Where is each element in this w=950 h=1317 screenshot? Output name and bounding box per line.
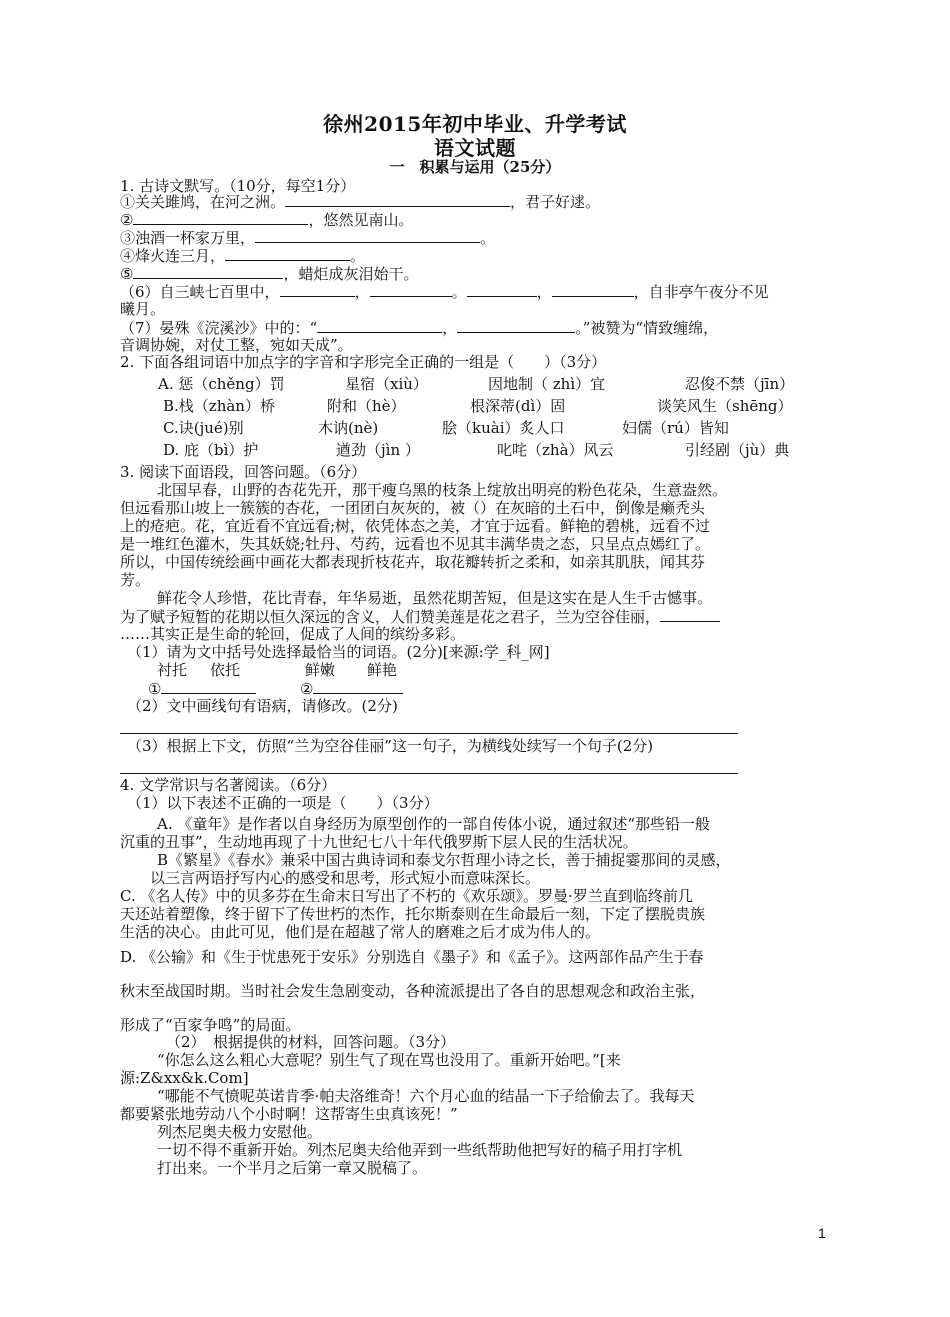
q3-stem: 3. 阅读下面语段，回答问题。（6分） <box>120 463 367 481</box>
q3-word-1: 衬托 <box>157 661 188 679</box>
page-number: 1 <box>818 1225 826 1241</box>
q1-blank-10[interactable] <box>317 318 442 333</box>
q2-option-b-2: 附和（hè） <box>327 397 406 415</box>
q2-option-c-2: 木讷(nè) <box>318 419 379 437</box>
q4-option-a-line2: 沉重的丑事”，生动地再现了十九世纪七八十年代俄罗斯下层人民的生活状况。 <box>120 833 638 851</box>
exam-subtitle: 语文试题 <box>434 136 516 160</box>
q1-line7-end: 。”被赞为“情致缠绵， <box>575 319 719 337</box>
q2-option-a-4: 忍俊不禁（jīn） <box>685 375 795 393</box>
q4-option-d-line2: 秋末至战国时期。当时社会发生急剧变动，各种流派提出了各自的思想观念和政治主张， <box>120 982 706 1000</box>
q3-subq3-answer-line[interactable] <box>120 773 738 774</box>
q1-line7-text: （7）晏殊《浣溪沙》中的：“ <box>120 319 318 337</box>
q4-material-line3: “哪能不气愤呢英诺肯季·帕夫洛维奇！六个月心血的结晶一下子给偷去了。我每天 <box>157 1087 695 1105</box>
q1-blank-11[interactable] <box>457 318 575 333</box>
q3-word-4: 鲜艳 <box>367 661 398 679</box>
q1-line2-end: ，悠然见南山。 <box>308 211 414 229</box>
q1-line1-text: ①关关雎鸠，在河之洲。 <box>120 193 286 211</box>
q4-material-line1: “你怎么这么粗心大意呢？别生气了现在骂也没用了。重新开始吧。”[来 <box>157 1051 621 1069</box>
q2-option-d-3: 叱咤（zhà）风云 <box>497 441 614 459</box>
q1-blank-3[interactable] <box>255 228 480 243</box>
q3-continue-blank[interactable] <box>660 607 720 622</box>
q4-material-line7: 打出来。一个半月之后第一章又脱稿了。 <box>157 1159 428 1177</box>
q1-line1 <box>120 192 600 211</box>
q1-line6-text: （6）自三峡七百里中， <box>120 283 280 301</box>
q1-line7-comma: ， <box>442 319 458 337</box>
q2-option-c-1: C.诀(jué)别 <box>163 419 244 437</box>
q4-option-c-line1: C. 《名人传》中的贝多芬在生命末日写出了不朽的《欢乐颂》。罗曼·罗兰直到临终前几 <box>120 887 693 905</box>
q1-line6-period: 。 <box>451 283 467 301</box>
q2-option-b-3: 根深蒂(dì）固 <box>470 397 566 415</box>
section-heading: 一 积累与运用（25分） <box>389 158 561 176</box>
q1-blank-9[interactable] <box>552 282 634 297</box>
q4-option-d-line1: D. 《公输》和《生于忧患死于安乐》分别选自《墨子》和《孟子》。这两部作品产生于春 <box>120 948 704 966</box>
q1-line5 <box>120 264 418 283</box>
q3-para2-line1: 鲜花令人珍惜，花比青春，年华易逝，虽然花期苦短，但是这实在是人生千古憾事。 <box>157 589 713 607</box>
q3-answer-2 <box>300 679 403 698</box>
q3-para1-line2: 但远看那山坡上一簇簇的杏花，一团团白灰灰的，被（）在灰暗的土石中，倒像是癞秃头 <box>120 499 706 517</box>
q1-blank-2[interactable] <box>133 210 308 225</box>
q1-blank-5[interactable] <box>133 264 283 279</box>
q1-line3-end: 。 <box>480 229 496 247</box>
q2-option-d-1: D. 庇（bì）护 <box>163 441 259 459</box>
exam-title: 徐州2015年初中毕业、升学考试 <box>323 112 627 136</box>
q4-option-c-line3: 生活的决心。由此可见，他们是在超越了常人的磨难之后才成为伟人的。 <box>120 923 601 941</box>
q4-option-b-line1: B《繁星》《春水》兼采中国古典诗词和泰戈尔哲理小诗之长，善于捕捉霎那间的灵感， <box>157 851 731 869</box>
q4-option-d-line3: 形成了“百家争鸣”的局面。 <box>120 1016 301 1034</box>
q4-subq2: （2） 根据提供的材料，回答问题。（3分） <box>166 1033 456 1051</box>
q1-line4 <box>120 246 365 265</box>
q1-line6-cont: 曦月。 <box>120 300 166 318</box>
q1-stem: 1. 古诗文默写。（10分，每空1分） <box>120 177 356 195</box>
q1-line7 <box>120 318 718 337</box>
q4-material-line4: 都要紧张地劳动八个小时啊！这帮寄生虫真该死！” <box>120 1105 458 1123</box>
q3-word-2: 依托 <box>210 661 241 679</box>
q1-blank-7[interactable] <box>370 282 452 297</box>
q1-line3 <box>120 228 495 247</box>
q3-subq3: （3）根据上下文，仿照“兰为空谷佳丽”这一句子，为横线处续写一个句子(2分) <box>127 737 654 755</box>
q1-blank-8[interactable] <box>467 282 537 297</box>
q1-line5-end: ，蜡炬成灰泪始干。 <box>283 265 419 283</box>
q4-option-b-line2: 以三言两语抒写内心的感受和思考，形式短小而意味深长。 <box>150 869 541 887</box>
q1-line7-cont: 音调协婉，对仗工整，宛如天成”。 <box>120 336 353 354</box>
q2-option-b-1: B.栈（zhàn）桥 <box>163 397 275 415</box>
q2-option-c-3: 脍（kuài）炙人口 <box>442 419 565 437</box>
q2-option-d-2: 遒劲（jìn ） <box>336 441 420 459</box>
q3-answer-1-num: ① <box>148 680 162 698</box>
q3-para2-line2 <box>120 607 720 626</box>
q4-material-line6: 一切不得不重新开始。列杰尼奥夫给他弄到一些纸帮助他把写好的稿子用打字机 <box>157 1141 683 1159</box>
q2-option-a-1: A. 惩（chěng）罚 <box>158 375 285 393</box>
q2-option-a-2: 星宿（xiù） <box>345 375 428 393</box>
q1-line4-text: ④烽火连三月， <box>120 247 226 265</box>
q1-line6-comma2: ， <box>536 283 552 301</box>
q1-blank-4[interactable] <box>225 246 350 261</box>
q2-option-b-4: 谈笑风生（shēng） <box>657 397 793 415</box>
q4-stem: 4. 文学常识与名著阅读。（6分） <box>120 776 337 794</box>
q1-line2 <box>120 210 413 229</box>
q3-para1-line1: 北国早春，山野的杏花先开，那干瘦乌黑的枝条上绽放出明亮的粉色花朵，生意盎然。 <box>157 481 728 499</box>
q3-answer-1 <box>148 679 256 698</box>
q2-option-d-4: 引经剧（jù）典 <box>685 441 790 459</box>
q3-para1-line6: 芳。 <box>120 571 151 589</box>
q2-stem: 2. 下面各组词语中加点字的字音和字形完全正确的一组是（ ）（3分） <box>120 353 607 371</box>
q3-word-3: 鲜嫩 <box>305 661 336 679</box>
q3-answer-2-num: ② <box>300 680 314 698</box>
q3-para1-line3: 上的疮疤。花，宜近看不宜远看;树，依凭体态之美，才宜于远看。鲜艳的碧桃，远看不过 <box>120 517 711 535</box>
q4-material-line2: 源:Z&xx&k.Com] <box>120 1069 249 1087</box>
q1-blank-6[interactable] <box>280 282 355 297</box>
q3-para2-line3: ……其实正是生命的轮回，促成了人间的缤纷多彩。 <box>120 625 466 643</box>
q4-material-line5: 列杰尼奥夫极力安慰他。 <box>157 1123 323 1141</box>
q1-line2-num: ② <box>120 211 134 229</box>
q1-line5-num: ⑤ <box>120 265 134 283</box>
q1-line4-end: 。 <box>350 247 366 265</box>
q4-option-c-line2: 天还站着塑像，终于留下了传世朽的杰作，托尔斯泰则在生命最后一刻，下定了摆脱贵族 <box>120 905 706 923</box>
q3-para2-line2-text: 为了赋予短暂的花期以恒久深远的含义，人们赞美莲是花之君子，兰为空谷佳丽， <box>120 608 661 626</box>
q4-option-a-line1: A. 《童年》是作者以自身经历为原型创作的一部自传体小说，通过叙述“那些铅一般 <box>157 815 711 833</box>
q3-answer-blank-1[interactable] <box>161 679 256 694</box>
q4-subq1: （1）以下表述不正确的一项是（ ）（3分） <box>127 794 439 812</box>
q3-para1-line4: 是一堆红色灌木，失其妖娆;牡丹、芍药，远看也不见其丰满华贵之态，只呈点点嫣红了。 <box>120 535 711 553</box>
q3-para1-line5: 所以，中国传统绘画中画花大都表现折枝花卉，取花瓣转折之柔和，如亲其肌肤，闻其芬 <box>120 553 706 571</box>
q1-line6-end: ，自非亭午夜分不见 <box>633 283 769 301</box>
q1-blank-1[interactable] <box>285 192 510 207</box>
q1-line1-end: ，君子好逑。 <box>510 193 601 211</box>
q2-option-a-3: 因地制（ zhì）宜 <box>488 375 606 393</box>
q2-option-c-4: 妇儒（rú）皆知 <box>622 419 729 437</box>
q3-answer-blank-2[interactable] <box>313 679 403 694</box>
q3-subq2-answer-line[interactable] <box>120 733 738 734</box>
q3-subq2: （2）文中画线句有语病，请修改。(2分) <box>127 697 398 715</box>
q1-line6 <box>120 282 769 301</box>
q1-line6-comma: ， <box>354 283 370 301</box>
q3-subq1: （1）请为文中括号处选择最恰当的词语。(2分)[来源:学_科_网] <box>127 643 550 661</box>
q1-line3-text: ③浊酒一杯家万里， <box>120 229 256 247</box>
